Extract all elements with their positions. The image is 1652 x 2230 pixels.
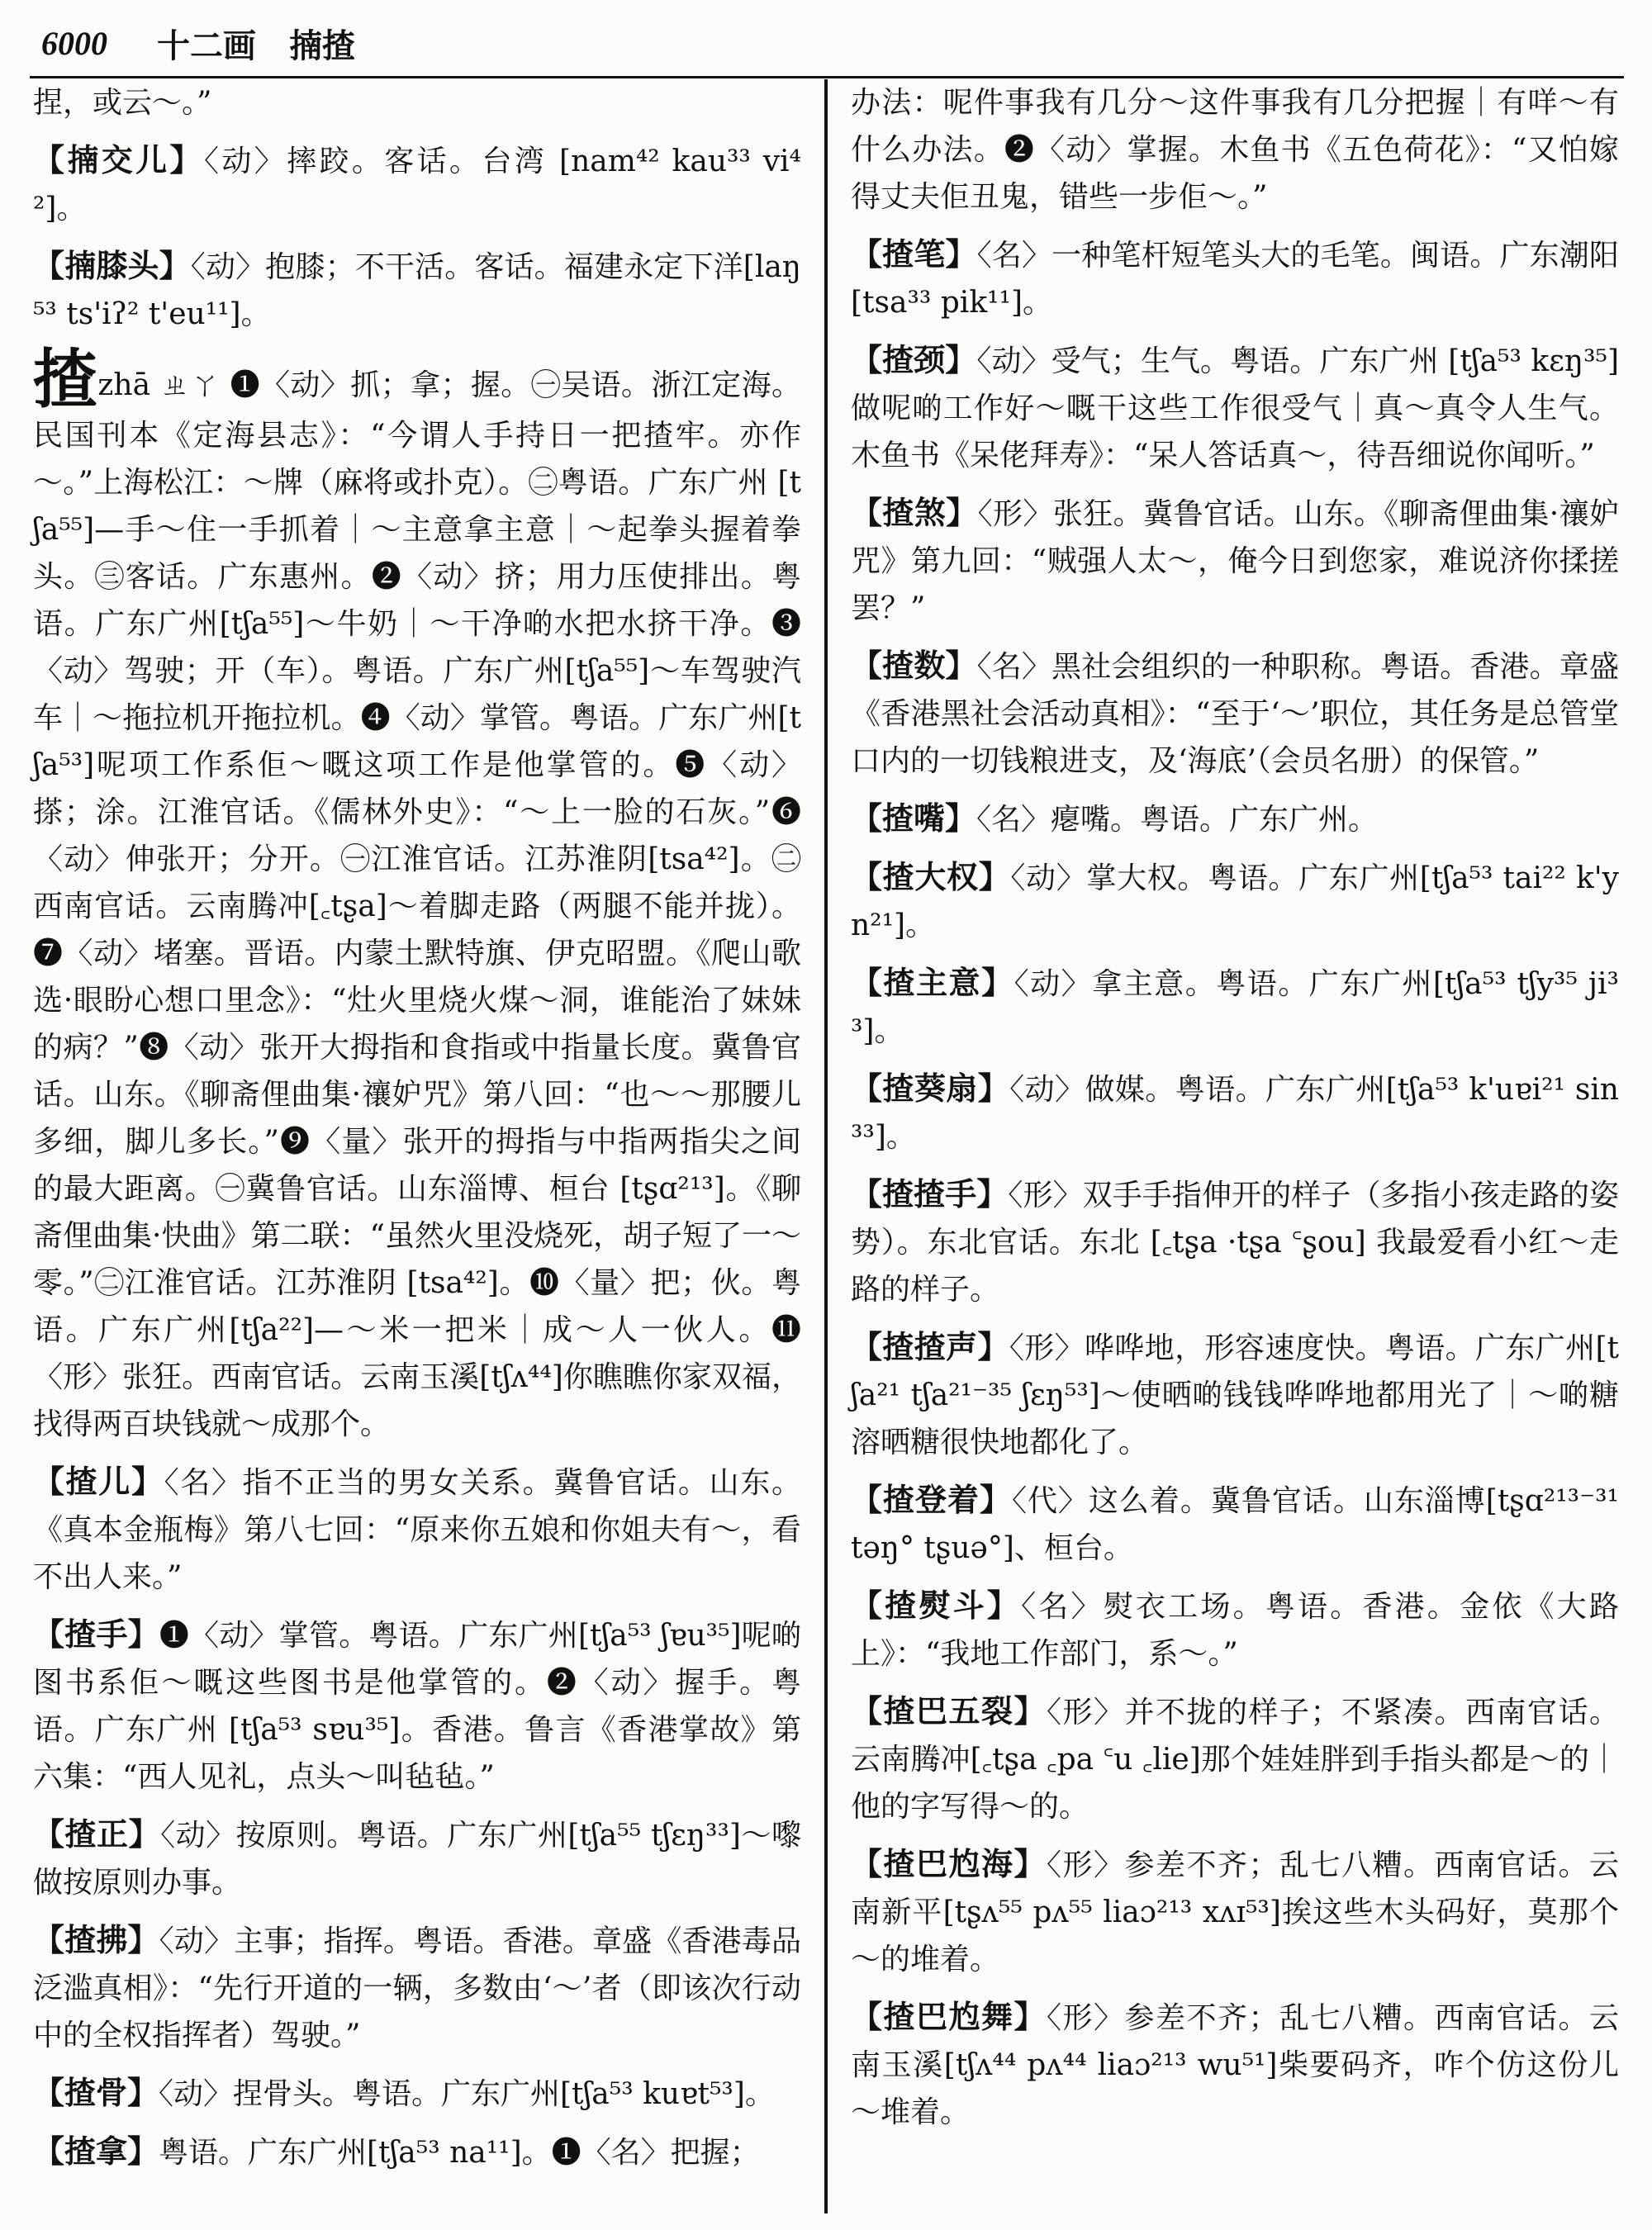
dictionary-entry: [851, 1065, 1619, 1160]
dictionary-entry: [33, 1458, 801, 1601]
column-divider: [824, 79, 828, 2213]
entry-text: 〈动〉捏骨头。粤语。广东广州[tʃa⁵³ kuɐt⁵³]。: [159, 2077, 775, 2111]
entry-text: 〈动〉抱膝；不干活。客话。福建永定下洋[laŋ⁵³ ts'iʔ² t'eu¹¹]。: [33, 250, 801, 331]
entry-text: 〈动〉拿主意。粤语。广东广州[tʃa⁵³ tʃy³⁵ ji³³]。: [851, 967, 1619, 1048]
entry-text: 〈形〉哗哗地，形容速度快。粤语。广东广州[tʃa²¹ tʃa²¹⁻³⁵ ʃɛŋ⁵³]～使晒啲钱钱哗哗地都用光了｜～啲糖溶晒糖很快地都化了。: [851, 1331, 1619, 1459]
entry-headword: 【揸巴五裂】: [851, 1692, 1047, 1729]
entry-text: 捏，或云～。”: [33, 86, 212, 120]
entry-text: 〈形〉双手手指伸开的样子（多指小孩走路的姿势）。东北官话。东北 [꜀tʂa ·tʂa ꜂ʂou] 我最爱看小红～走路的样子。: [851, 1179, 1619, 1307]
entry-text: 〈动〉受气；生气。粤语。广东广州 [tʃa⁵³ kɛŋ³⁵] 做呢啲工作好～嘅干这些工作很受气｜真～真令人生气。木鱼书《呆佬拜寿》：“呆人答话真～，待吾细说你闻听。”: [851, 344, 1619, 472]
entry-headword: 【揸正】: [33, 1815, 161, 1853]
dictionary-entry: [33, 136, 801, 232]
dictionary-entry: [851, 642, 1619, 785]
entry-text: 〈形〉参差不齐；乱七八糟。西南官话。云南新平[tʂʌ⁵⁵ pʌ⁵⁵ liaɔ²¹³ xʌɪ⁵³]挨这些木头码好，莫那个～的堆着。: [851, 1848, 1619, 1976]
entry-text: zhā ㄓㄚ ❶〈动〉抓；拿；握。㊀吴语。浙江定海。民国刊本《定海县志》：“今谓人手持日一把揸牢。亦作～。”上海松江：～牌（麻将或扑克）。㊁粤语。广东广州 [tʃa⁵⁵]—手～住一手抓着｜～主意拿主意｜～起拳头握着拳头。㊂客话。广东惠州。❷〈动〉挤；用力压使排出。粤语。广东广州[tʃa⁵⁵]～牛奶｜～干净啲水把水挤干净。❸〈动〉驾驶；开（车）。粤语。广东广州[tʃa⁵⁵]～车驾驶汽车｜～拖拉机开拖拉机。❹〈动〉掌管。粤语。广东广州[tʃa⁵³]呢项工作系佢～嘅这项工作是他掌管的。❺〈动〉搽；涂。江淮官话。《儒林外史》：“～上一脸的石灰。”❻〈动〉伸张开；分开。㊀江淮官话。江苏淮阴[tsa⁴²]。㊁西南官话。云南腾冲[꜀tʂa]～着脚走路（两腿不能并拢）。❼〈动〉堵塞。晋语。内蒙土默特旗、伊克昭盟。《爬山歌选·眼盼心想口里念》：“灶火里烧火煤～洞，谁能治了妹妹的病？”❽〈动〉张开大拇指和食指或中指量长度。冀鲁官话。山东。《聊斋俚曲集·禳妒咒》第八回：“也～～那腰儿多细，脚儿多长。”❾〈量〉张开的拇指与中指两指尖之间的最大距离。㊀冀鲁官话。山东淄博、桓台 [tʂɑ²¹³]。《聊斋俚曲集·快曲》第二联：“虽然火里没烧死，胡子短了一～零。”㊁江淮官话。江苏淮阴 [tsa⁴²]。❿〈量〉把；伙。粤语。广东广州[tʃa²²]—～米一把米｜成～人一伙人。⓫〈形〉张狂。西南官话。云南玉溪[tʃʌ⁴⁴]你瞧瞧你家双福，找得两百块钱就～成那个。: [33, 368, 801, 1441]
page-header: [41, 10, 1611, 76]
entry-headword: 【揸煞】: [851, 494, 978, 531]
entry-headword: 【揸数】: [851, 647, 977, 684]
running-head: 揇揸: [289, 26, 355, 65]
dictionary-entry: [851, 853, 1619, 949]
dictionary-entry: [33, 1916, 801, 2059]
entry-headword: 【揸巴尥海】: [851, 1845, 1047, 1882]
entry-text: 〈名〉指不正当的男女关系。冀鲁官话。山东。《真本金瓶梅》第八七回：“原来你五娘和你姐夫有～，看不出人来。”: [33, 1466, 801, 1594]
entry-headword: 【揸登着】: [851, 1481, 1012, 1518]
entry-text: 粤语。广东广州[tʃa⁵³ na¹¹]。❶〈名〉把握；: [159, 2136, 760, 2170]
entry-text: 〈名〉熨衣工场。粤语。香港。金依《大路上》：“我地工作部门，系～。”: [851, 1590, 1619, 1671]
dictionary-entry: [33, 242, 801, 338]
entry-headword: 【揸笔】: [851, 235, 977, 273]
dictionary-entry: [851, 795, 1619, 843]
main-headword: 揸: [33, 342, 98, 417]
entry-headword: 【揸拿】: [33, 2133, 159, 2170]
header-rule: [30, 76, 1624, 78]
entry-headword: 【揸葵扇】: [851, 1070, 1010, 1107]
entry-headword: 【揸大权】: [851, 858, 1011, 895]
entry-text: ❶〈动〉掌管。粤语。广东广州[tʃa⁵³ ʃɐu³⁵]呢啲图书系佢～嘅这些图书是他掌管的。❷〈动〉握手。粤语。广东广州 [tʃa⁵³ sɐu³⁵]。香港。鲁言《香港掌故》第六集：“西人见礼，点头～叫毡毡。”: [33, 1619, 801, 1794]
entry-headword: 【揸儿】: [33, 1463, 164, 1500]
right-column: [851, 79, 1619, 2146]
dictionary-entry: [33, 1611, 801, 1801]
entry-continuation: [851, 79, 1619, 221]
entry-text: 〈动〉按原则。粤语。广东广州[tʃa⁵⁵ tʃɛŋ³³]～嚟做按原则办事。: [33, 1819, 801, 1900]
dictionary-entry: [851, 1170, 1619, 1313]
dictionary-entry: [851, 1840, 1619, 1983]
entry-headword: 【揸骨】: [33, 2074, 159, 2111]
entry-text: 〈名〉一种笔杆短笔头大的毛笔。闽语。广东潮阳[tsa³³ pik¹¹]。: [851, 239, 1619, 320]
entry-text: 〈动〉摔跤。客话。台湾 [nam⁴² kau³³ vi⁴²]。: [33, 145, 801, 225]
main-character-entry: [33, 342, 801, 1448]
entry-text: 〈动〉主事；指挥。粤语。香港。章盛《香港毒品泛滥真相》：“先行开道的一辆，多数由‘～’者（即该次行动中的全权指挥者）驾驶。”: [33, 1924, 801, 2052]
entry-text: 〈形〉参差不齐；乱七八糟。西南官话。云南玉溪[tʃʌ⁴⁴ pʌ⁴⁴ liaɔ²¹³ wu⁵¹]柴要码齐，咋个仿这份儿～堆着。: [851, 2001, 1619, 2129]
dictionary-entry: [851, 230, 1619, 326]
dictionary-entry: [33, 1810, 801, 1906]
dictionary-entry: [851, 959, 1619, 1055]
dictionary-entry: [851, 336, 1619, 479]
entry-headword: 【揸揸声】: [851, 1328, 1009, 1365]
left-column: [33, 79, 801, 2186]
entry-headword: 【揸熨斗】: [851, 1587, 1022, 1624]
entry-text: 〈形〉张狂。冀鲁官话。山东。《聊斋俚曲集·禳妒咒》第九回：“贼强人太～，俺今日到您家，难说济你揉搓罢？”: [851, 497, 1619, 625]
entry-headword: 【揸拂】: [33, 1921, 159, 1958]
dictionary-entry: [851, 1582, 1619, 1677]
dictionary-entry: [851, 1323, 1619, 1466]
dictionary-entry: [851, 1687, 1619, 1830]
entry-headword: 【揇膝头】: [33, 247, 191, 284]
entry-headword: 【揸颈】: [851, 341, 977, 378]
entry-headword: 【揸揸手】: [851, 1175, 1009, 1212]
dictionary-entry: [33, 2069, 801, 2118]
dictionary-entry: [851, 1476, 1619, 1572]
entry-headword: 【揸主意】: [851, 964, 1014, 1001]
stroke-section: 十二画: [157, 26, 256, 65]
entry-headword: 【揸嘴】: [851, 799, 977, 837]
dictionary-entry: [851, 1993, 1619, 2136]
dictionary-entry: [851, 489, 1619, 632]
entry-text: 〈动〉掌大权。粤语。广东广州[tʃa⁵³ tai²² k'yn²¹]。: [851, 861, 1619, 942]
entry-text: 〈动〉做媒。粤语。广东广州[tʃa⁵³ k'uɐi²¹ sin³³]。: [851, 1073, 1619, 1154]
entry-text: 〈名〉黑社会组织的一种职称。粤语。香港。章盛《香港黑社会活动真相》：“至于‘～’职位，其任务是总管堂口内的一切钱粮进支，及‘海底’（会员名册）的保管。”: [851, 650, 1619, 778]
entry-continuation: [33, 79, 801, 126]
entry-text: 〈代〉这么着。冀鲁官话。山东淄博[tʂɑ²¹³⁻³¹ təŋ° tʂuə°]、桓台。: [851, 1484, 1619, 1565]
entry-headword: 【揸巴尥舞】: [851, 1998, 1047, 2035]
page-number: 6000: [41, 24, 107, 62]
entry-headword: 【揸手】: [33, 1616, 159, 1653]
entry-text: 〈形〉并不拢的样子；不紧凑。西南官话。云南腾冲[꜀tʂa ꜀pa ꜂u ꜀lie]那个娃娃胖到手指头都是～的｜他的字写得～的。: [851, 1696, 1619, 1824]
entry-text: 〈名〉瘪嘴。粤语。广东广州。: [976, 803, 1379, 837]
entry-headword: 【揇交儿】: [33, 141, 204, 178]
entry-text: 办法：呢件事我有几分～这件事我有几分把握｜有咩～有什么办法。❷〈动〉掌握。木鱼书《五色荷花》：“又怕嫁得丈夫佢丑鬼，错些一步佢～。”: [851, 86, 1619, 214]
dictionary-entry: [33, 2128, 801, 2176]
